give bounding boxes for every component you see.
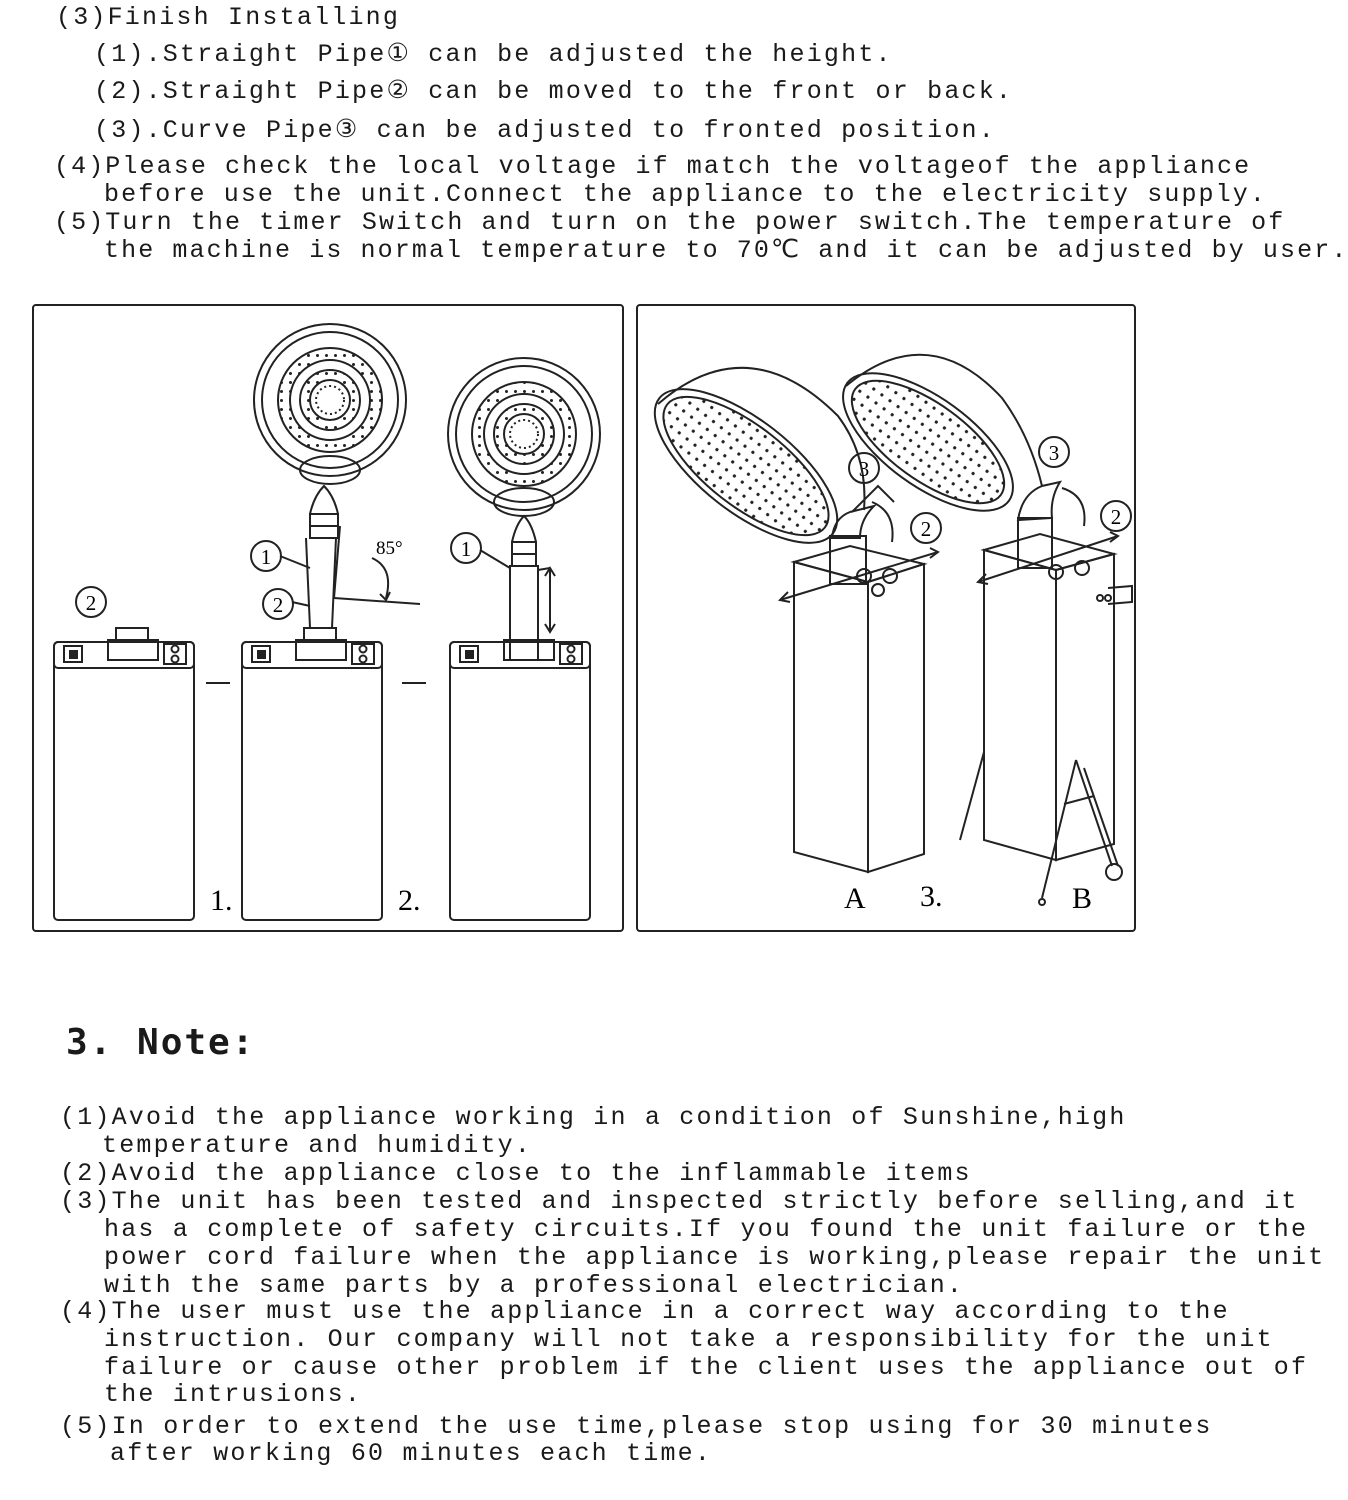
note-title: 3. Note:	[66, 1022, 256, 1063]
caption-3: 3.	[920, 880, 943, 913]
install-step-5-line-2: the machine is normal temperature to 70℃ and it can be adjusted by user.	[104, 236, 1348, 265]
marker-2-unit-2: 2	[272, 593, 284, 617]
install-step-4-line-1: (4)Please check the local voltage if match the voltageof the appliance	[54, 152, 1252, 181]
caption-2: 2.	[398, 884, 421, 917]
note-3-line-3: power cord failure when the appliance is working,please repair the unit	[104, 1243, 1326, 1272]
unit-2-body	[242, 324, 420, 920]
label-a: A	[844, 882, 866, 915]
note-3-line-4: with the same parts by a professional electrician.	[104, 1271, 965, 1300]
steam-unit-diagram-front	[34, 306, 622, 930]
note-3-line-2: has a complete of safety circuits.If you found the unit failure or the	[104, 1215, 1309, 1244]
figure-panel-step-3	[636, 304, 1136, 932]
note-4-line-4: the intrusions.	[104, 1380, 363, 1409]
steam-unit-diagram-angled	[638, 306, 1134, 930]
marker-3-unit-a: 3	[858, 457, 870, 481]
install-substep-2: (2).Straight Pipe② can be moved to the front or back.	[94, 77, 1014, 106]
note-4-line-1: (4)The user must use the appliance in a correct way according to the	[60, 1297, 1230, 1326]
label-b: B	[1072, 882, 1093, 915]
marker-3-unit-b: 3	[1048, 441, 1060, 465]
install-step-5-line-1: (5)Turn the timer Switch and turn on the power switch.The temperature of	[54, 208, 1286, 237]
caption-1: 1.	[210, 884, 233, 917]
install-step-4-line-2: before use the unit.Connect the appliance to the electricity supply.	[104, 180, 1267, 209]
marker-2-unit-b: 2	[1110, 505, 1122, 529]
marker-2-unit-1: 2	[85, 591, 97, 615]
marker-2-unit-a: 2	[920, 517, 932, 541]
note-4-line-3: failure or cause other problem if the client uses the appliance out of	[104, 1353, 1309, 1382]
unit-1-body	[54, 628, 194, 920]
unit-3-body	[448, 358, 600, 920]
angle-label: 85°	[376, 538, 403, 559]
note-1-line-1: (1)Avoid the appliance working in a condition of Sunshine,high	[60, 1103, 1127, 1132]
figure-panel-steps-1-2	[32, 304, 624, 932]
note-3-line-1: (3)The unit has been tested and inspected strictly before selling,and it	[60, 1187, 1299, 1216]
note-4-line-2: instruction. Our company will not take a responsibility for the unit	[104, 1325, 1274, 1354]
note-1-line-2: temperature and humidity.	[102, 1131, 533, 1160]
note-5-line-2: after working 60 minutes each time.	[110, 1439, 713, 1468]
install-substep-3: (3).Curve Pipe③ can be adjusted to fronted position.	[94, 116, 996, 145]
install-substep-1: (1).Straight Pipe① can be adjusted the height.	[94, 40, 893, 69]
note-5-line-1: (5)In order to extend the use time,please stop using for 30 minutes	[60, 1412, 1213, 1441]
note-2-line-1: (2)Avoid the appliance close to the inflammable items	[60, 1159, 972, 1188]
marker-1-unit-3: 1	[460, 537, 472, 561]
installing-heading: (3)Finish Installing	[56, 3, 401, 32]
marker-1-unit-2: 1	[260, 545, 272, 569]
